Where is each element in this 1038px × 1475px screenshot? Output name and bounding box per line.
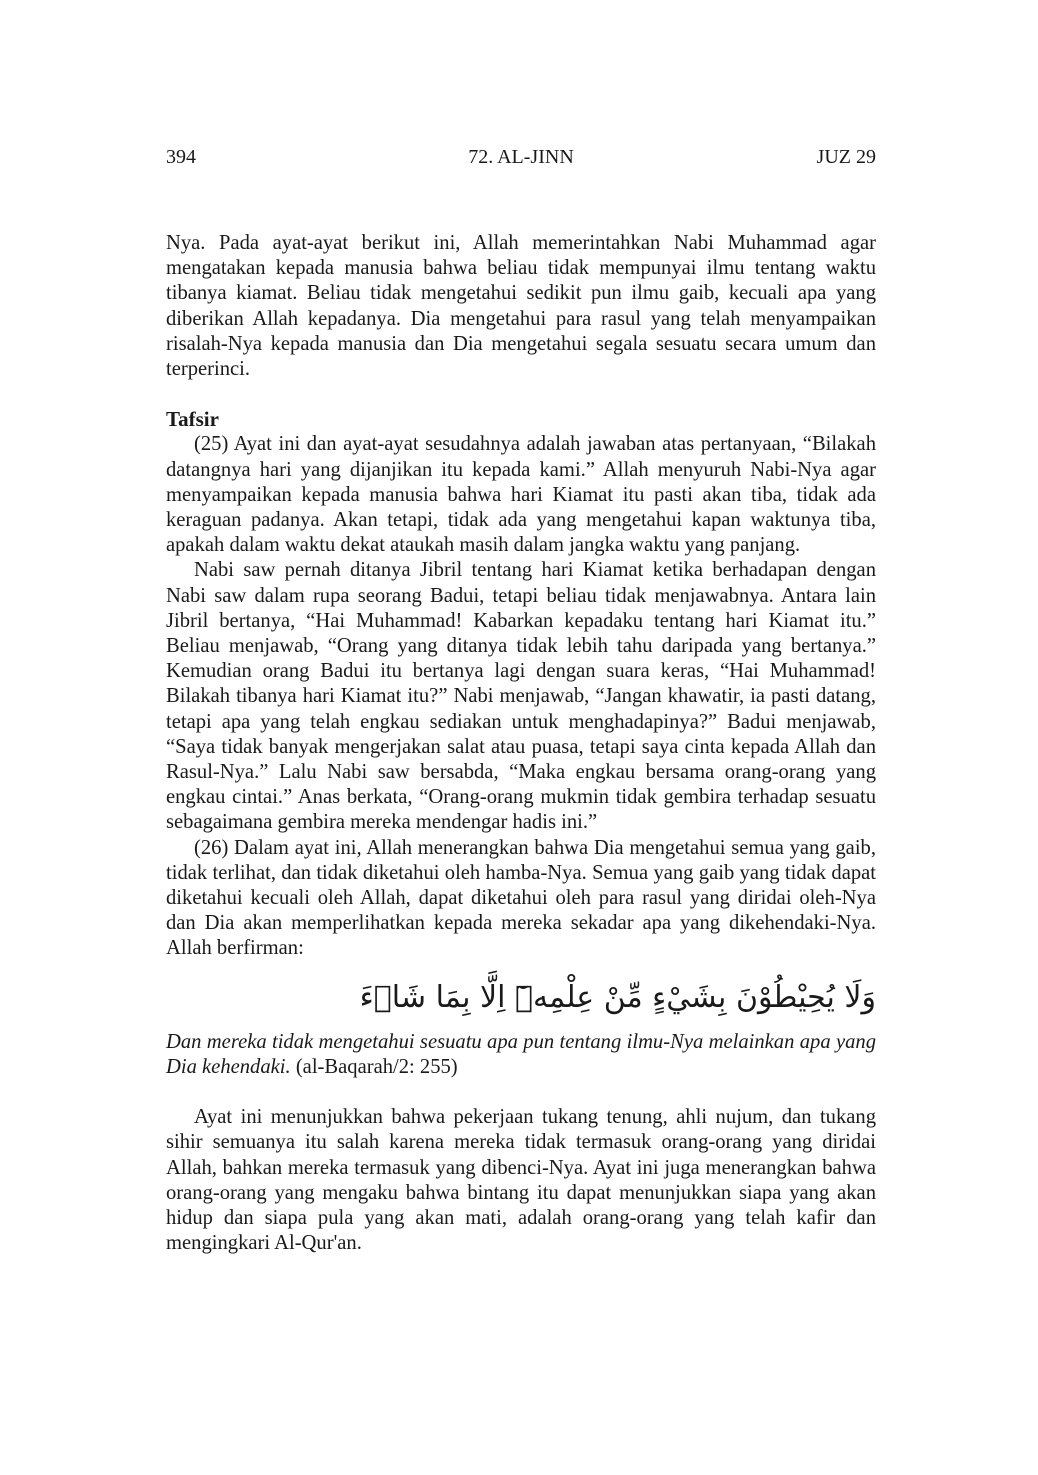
tafsir-paragraph-hadith: Nabi saw pernah ditanya Jibril tentang hari Kiamat ketika berhadapan dengan Nabi saw dalam rupa seorang Badui, tetapi beliau tidak menjawabnya. Antara lain Jibril bertanya, “Hai Muhammad! Kabarkan kepadaku tentang hari Kiamat itu.” Beliau menjawab, “Orang yang ditanya tidak lebih tahu daripada yang bertanya.” Kemudian orang Badui itu bertanya lagi dengan suara keras, “Hai Muhammad! Bilakah tibanya hari Kiamat itu?” Nabi menjawab, “Jangan khawatir, ia pasti datang, tetapi apa yang telah engkau sediakan untuk menghadapinya?” Badui menjawab, “Saya tidak banyak mengerjakan salat atau puasa, tetapi saya cinta kepada Allah dan Rasul-Nya.” Lalu Nabi saw bersabda, “Maka engkau bersama orang-orang yang engkau cintai.” Anas berkata, “Orang-orang mukmin tidak gembira terhadap sesuatu sebagaimana gembira mereka mendengar hadis ini.”	[166, 559, 876, 834]
translation-text: Dan mereka tidak mengetahui sesuatu apa pun tentang ilmu-Nya melainkan apa yang Dia kehendaki.	[166, 1030, 876, 1078]
translation-reference: (al-Baqarah/2: 255)	[295, 1055, 458, 1078]
surah-title: 72. AL-JINN	[468, 146, 574, 168]
closing-paragraph: Ayat ini menunjukkan bahwa pekerjaan tukang tenung, ahli nujum, dan tukang sihir semuanya itu salah karena mereka tidak termasuk orang-orang yang diridai Allah, bahkan mereka termasuk yang dibenci-Nya. Ayat ini juga menerangkan bahwa orang-orang yang mengaku bahwa bintang itu dapat menunjukkan siapa yang akan hidup dan siapa pula yang akan mati, adalah orang-orang yang telah kafir dan mengingkari Al-Qur'an.	[166, 1106, 876, 1255]
tafsir-paragraph-25: (25) Ayat ini dan ayat-ayat sesudahnya adalah jawaban atas pertanyaan, “Bilakah datangnya hari yang dijanjikan itu kepada kami.” Allah menyuruh Nabi-Nya agar menyampaikan kepada manusia bahwa hari Kiamat itu pasti akan tiba, tidak ada keraguan padanya. Akan tetapi, tidak ada yang mengetahui kapan waktunya tiba, apakah dalam waktu dekat ataukah masih dalam jangka waktu yang panjang.	[166, 433, 876, 557]
intro-paragraph: Nya. Pada ayat-ayat berikut ini, Allah memerintahkan Nabi Muhammad agar mengatakan kepada manusia bahwa beliau tidak mempunyai ilmu tentang waktu tibanya kiamat. Beliau tidak mengetahui sedikit pun ilmu gaib, kecuali apa yang diberikan Allah kepadanya. Dia mengetahui para rasul yang telah menyampaikan risalah-Nya kepada manusia dan Dia mengetahui segala sesuatu secara umum dan terperinci.	[166, 232, 876, 381]
section-heading: Tafsir	[166, 407, 219, 432]
verse-translation	[166, 1030, 876, 1080]
arabic-verse: وَلَا يُحِيْطُوْنَ بِشَيْءٍ مِّنْ عِلْمِهٖٓ اِلَّا بِمَا شَاۤءَ	[359, 979, 876, 1015]
tafsir-paragraph-26: (26) Dalam ayat ini, Allah menerangkan bahwa Dia mengetahui semua yang gaib, tidak terlihat, dan tidak diketahui oleh hamba-Nya. Semua yang gaib yang tidak dapat diketahui kecuali oleh Allah, dapat diketahui oleh para rasul yang diridai oleh-Nya dan Dia akan memperlihatkan kepada mereka sekadar apa yang dikehendaki-Nya. Allah berfirman:	[166, 836, 876, 960]
page-body	[166, 231, 876, 1256]
juz-label: JUZ 29	[816, 146, 876, 168]
page-header	[166, 146, 876, 172]
page-number: 394	[166, 146, 196, 168]
